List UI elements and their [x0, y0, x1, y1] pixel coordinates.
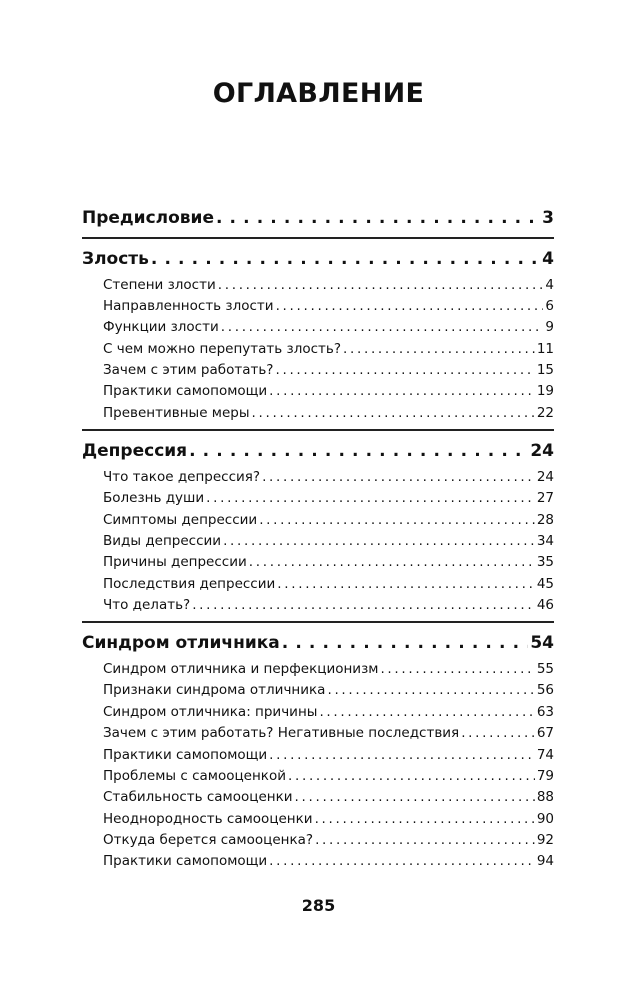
chapter-title: Злость — [82, 248, 149, 269]
section-page-number: 79 — [536, 767, 554, 784]
section-list — [82, 659, 554, 873]
section-page-number: 35 — [536, 554, 554, 571]
dot-leader — [269, 851, 535, 872]
section-page-number: 55 — [536, 660, 554, 677]
section-page-number: 19 — [536, 383, 554, 400]
toc-section-row[interactable] — [82, 317, 554, 338]
section-title: Практики самопомощи — [103, 383, 268, 400]
section-page-number: 4 — [545, 276, 554, 293]
section-title: Синдром отличника: причины — [103, 703, 318, 720]
section-title: Последствия депрессии — [103, 575, 276, 592]
dot-leader — [151, 246, 540, 273]
section-title: Проблемы с самооценкой — [103, 767, 286, 784]
toc-section-row[interactable] — [82, 680, 554, 701]
toc-section-row[interactable] — [82, 745, 554, 766]
dot-leader — [277, 574, 535, 595]
dot-leader — [315, 809, 535, 830]
toc-section-row[interactable] — [82, 595, 554, 616]
section-page-number: 6 — [545, 297, 554, 314]
section-page-number: 74 — [536, 746, 554, 763]
section-title: Зачем с этим работать? Негативные последствия — [103, 725, 460, 742]
section-title: Степени злости — [103, 276, 216, 293]
toc-section-row[interactable] — [82, 360, 554, 381]
dot-leader — [249, 552, 535, 573]
dot-leader — [269, 381, 535, 402]
dot-leader — [252, 403, 535, 424]
toc-chapter-preface — [82, 205, 554, 239]
toc-section-row[interactable] — [82, 723, 554, 744]
toc-chapter-row[interactable] — [82, 438, 554, 465]
section-page-number: 27 — [536, 490, 554, 507]
dot-leader — [262, 467, 535, 488]
dot-leader — [192, 595, 535, 616]
dot-leader — [218, 275, 544, 296]
dot-leader — [189, 438, 528, 465]
toc-chapter-excellent-student-syndrome — [82, 630, 554, 873]
toc-section-row[interactable] — [82, 787, 554, 808]
toc-section-row[interactable] — [82, 809, 554, 830]
section-title: Синдром отличника и перфекционизм — [103, 660, 379, 677]
toc-chapter-row[interactable] — [82, 630, 554, 657]
toc-chapter-row[interactable] — [82, 246, 554, 273]
section-title: Практики самопомощи — [103, 746, 268, 763]
chapter-page-number: 4 — [542, 248, 554, 269]
section-title: Зачем с этим работать? — [103, 362, 274, 379]
dot-leader — [223, 531, 535, 552]
toc-section-row[interactable] — [82, 830, 554, 851]
dot-leader — [288, 766, 535, 787]
section-title: Превентивные меры — [103, 404, 250, 421]
dot-leader — [221, 317, 544, 338]
dot-leader — [206, 488, 535, 509]
section-title: Стабильность самооценки — [103, 789, 293, 806]
table-of-contents — [82, 205, 554, 873]
section-list — [82, 275, 554, 425]
dot-leader — [461, 723, 535, 744]
page-title: ОГЛАВЛЕНИЕ — [212, 78, 425, 109]
page-number: 285 — [301, 896, 336, 915]
section-page-number: 94 — [536, 853, 554, 870]
dot-leader — [380, 659, 534, 680]
toc-section-row[interactable] — [82, 552, 554, 573]
section-title: С чем можно перепутать злость? — [103, 340, 342, 357]
chapter-title: Предисловие — [82, 208, 214, 228]
toc-section-row[interactable] — [82, 766, 554, 787]
section-page-number: 15 — [536, 362, 554, 379]
dot-leader — [275, 360, 534, 381]
section-page-number: 56 — [536, 682, 554, 699]
section-title: Что такое депрессия? — [103, 468, 261, 485]
toc-section-row[interactable] — [82, 510, 554, 531]
section-page-number: 46 — [536, 597, 554, 614]
section-page-number: 88 — [536, 789, 554, 806]
dot-leader — [216, 205, 540, 232]
section-title: Виды депрессии — [103, 532, 222, 549]
toc-chapter-row[interactable] — [82, 205, 554, 232]
toc-chapter-anger — [82, 246, 554, 431]
toc-section-row[interactable] — [82, 296, 554, 317]
toc-section-row[interactable] — [82, 339, 554, 360]
dot-leader — [295, 787, 535, 808]
chapter-title: Синдром отличника — [82, 632, 280, 653]
section-title: Функции злости — [103, 319, 219, 336]
chapter-page-number: 54 — [530, 632, 554, 653]
section-title: Практики самопомощи — [103, 853, 268, 870]
dot-leader — [282, 630, 529, 657]
dot-leader — [269, 745, 535, 766]
section-page-number: 67 — [536, 725, 554, 742]
toc-section-row[interactable] — [82, 403, 554, 424]
dot-leader — [276, 296, 544, 317]
section-page-number: 34 — [536, 532, 554, 549]
toc-section-row[interactable] — [82, 381, 554, 402]
chapter-divider — [82, 429, 554, 431]
toc-section-row[interactable] — [82, 488, 554, 509]
section-page-number: 90 — [536, 810, 554, 827]
section-page-number: 11 — [536, 340, 554, 357]
chapter-page-number: 3 — [542, 208, 554, 228]
toc-section-row[interactable] — [82, 574, 554, 595]
chapter-title: Депрессия — [82, 440, 188, 461]
dot-leader — [259, 510, 535, 531]
chapter-divider — [82, 237, 554, 239]
section-title: Откуда берется самооценка? — [103, 832, 314, 849]
section-title: Неоднородность самооценки — [103, 810, 313, 827]
dot-leader — [327, 680, 534, 701]
section-title: Признаки синдрома отличника — [103, 682, 326, 699]
dot-leader — [315, 830, 535, 851]
section-title: Симптомы депрессии — [103, 511, 258, 528]
section-title: Причины депрессии — [103, 554, 247, 571]
section-page-number: 28 — [536, 511, 554, 528]
section-title: Что делать? — [103, 597, 191, 614]
section-page-number: 63 — [536, 703, 554, 720]
toc-section-row[interactable] — [82, 275, 554, 296]
section-page-number: 45 — [536, 575, 554, 592]
section-list — [82, 467, 554, 617]
dot-leader — [319, 702, 534, 723]
toc-section-row[interactable] — [82, 702, 554, 723]
toc-chapter-depression — [82, 438, 554, 623]
toc-section-row[interactable] — [82, 467, 554, 488]
section-page-number: 22 — [536, 404, 554, 421]
section-page-number: 92 — [536, 832, 554, 849]
toc-section-row[interactable] — [82, 659, 554, 680]
chapter-divider — [82, 621, 554, 623]
dot-leader — [343, 339, 535, 360]
section-page-number: 9 — [545, 319, 554, 336]
toc-section-row[interactable] — [82, 531, 554, 552]
section-page-number: 24 — [536, 468, 554, 485]
section-title: Направленность злости — [103, 297, 274, 314]
toc-section-row[interactable] — [82, 851, 554, 872]
section-title: Болезнь души — [103, 490, 205, 507]
chapter-page-number: 24 — [530, 440, 554, 461]
